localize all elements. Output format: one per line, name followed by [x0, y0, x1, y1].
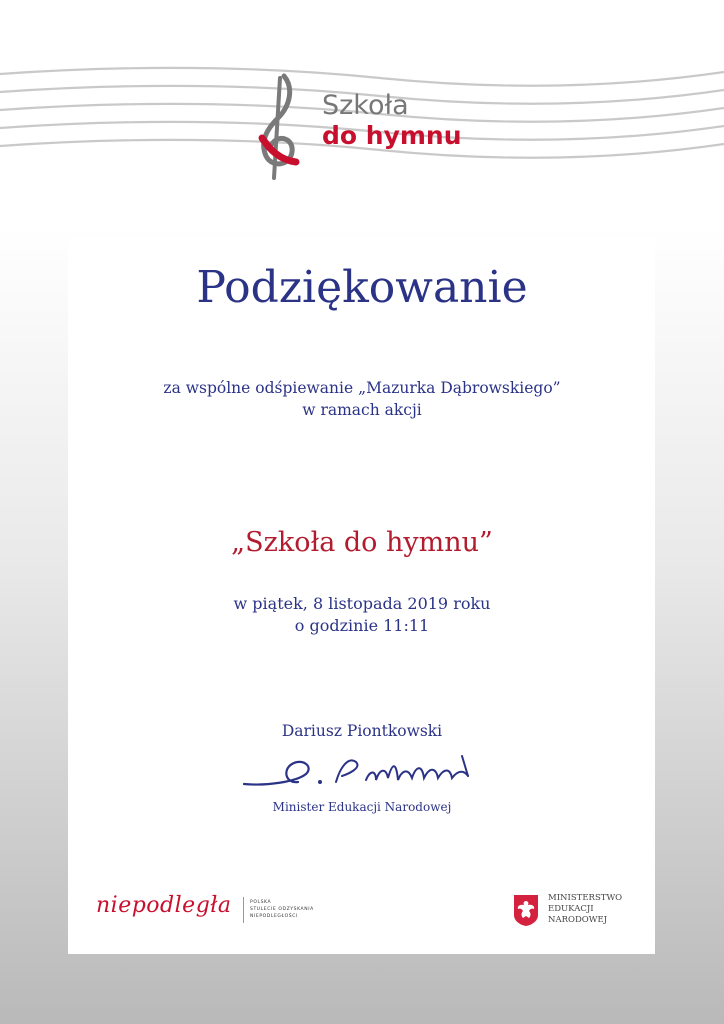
ministry-name-line: EDUKACJI	[548, 904, 594, 914]
intro-line-1: za wspólne odśpiewanie „Mazurka Dąbrowskiego”	[163, 379, 561, 397]
ministry-name-line: NARODOWEJ	[548, 915, 608, 925]
action-name: „Szkoła do hymnu”	[231, 527, 493, 558]
niepodlegla-logo	[96, 893, 336, 927]
niepodlegla-caption	[250, 899, 314, 920]
niepodlegla-caption-line: POLSKA	[250, 900, 272, 905]
niepodlegla-script: niepodległa	[96, 893, 232, 918]
date-line-1: w piątek, 8 listopada 2019 roku	[233, 594, 491, 613]
polish-eagle-emblem-icon	[512, 893, 540, 927]
logo-divider	[243, 897, 244, 923]
date-line-2: o godzinie 11:11	[294, 616, 430, 635]
ministry-name-line: MINISTERSTWO	[548, 893, 623, 903]
school-anthem-logo	[322, 92, 462, 148]
intro-line-2: w ramach akcji	[302, 401, 422, 419]
certificate-title: Podziękowanie	[196, 262, 528, 313]
treble-clef-icon	[250, 72, 306, 182]
ministry-name	[548, 893, 622, 926]
handwritten-signature	[236, 746, 486, 796]
niepodlegla-caption-line: STULECIE ODZYSKANIA	[250, 907, 314, 912]
niepodlegla-caption-line: NIEPODLEGŁOŚCI	[250, 914, 298, 919]
logo-line-1: Szkoła	[322, 90, 409, 121]
signatory-role: Minister Edukacji Narodowej	[272, 800, 452, 814]
logo-line-2: do hymnu	[322, 121, 462, 150]
signatory-name: Dariusz Piontkowski	[281, 722, 443, 740]
